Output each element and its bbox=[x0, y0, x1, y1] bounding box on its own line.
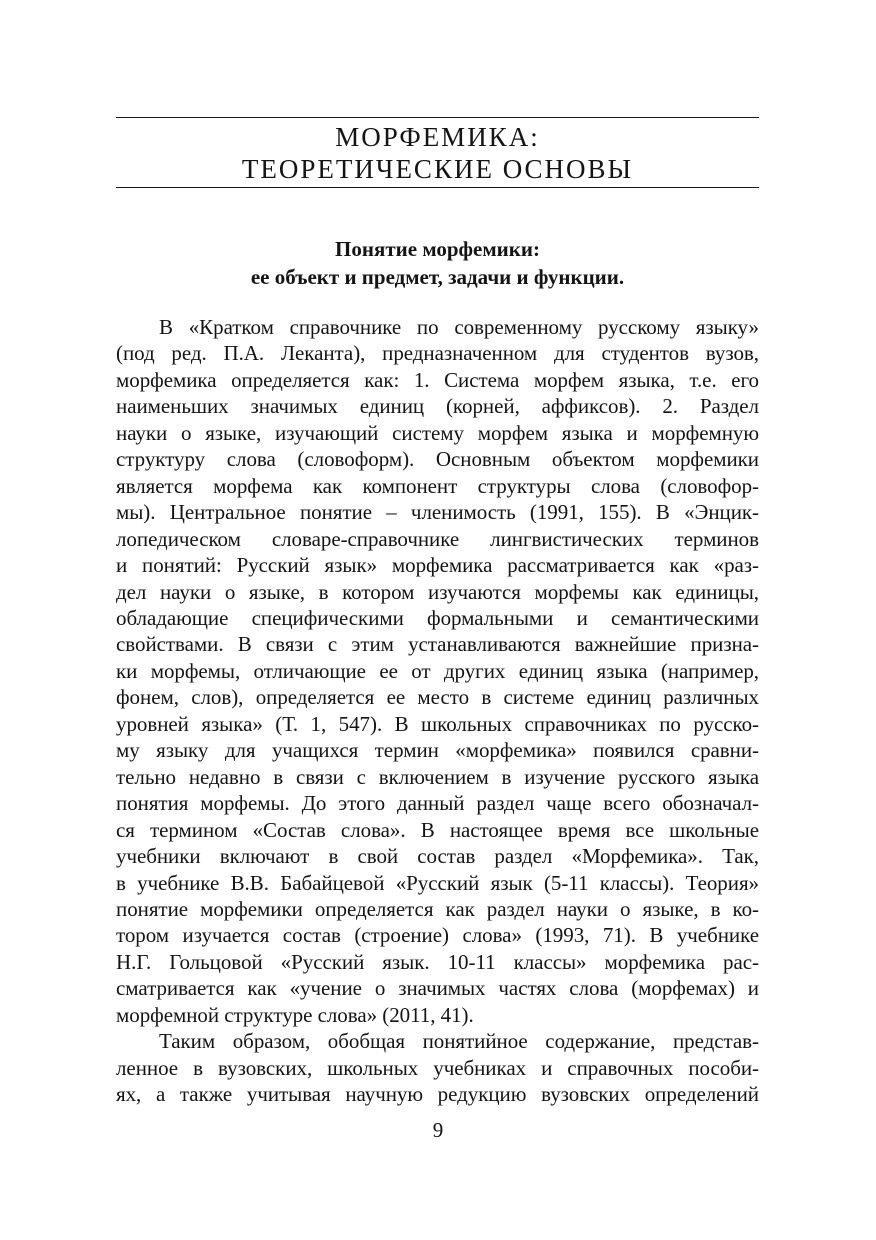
page-content bbox=[116, 117, 759, 1108]
body-line: обладающие специфическими формальными и семантическими bbox=[116, 605, 759, 630]
body-line: дел науки о языке, в котором изучаются морфемы как единицы, bbox=[116, 579, 759, 604]
body-line: В «Кратком справочнике по современному русскому языку» bbox=[159, 315, 759, 339]
body-line: ки морфемы, отличающие ее от других единиц языка (например, bbox=[116, 658, 759, 683]
body-line: морфемика определяется как: 1. Система морфем языка, т.е. его bbox=[116, 367, 759, 392]
body-line: уровней языка» (Т. 1, 547). В школьных справочниках по русско- bbox=[116, 711, 759, 736]
body-text bbox=[116, 314, 759, 1108]
body-line: и понятий: Русский язык» морфемика рассматривается как «раз- bbox=[116, 553, 759, 578]
body-line: свойствами. В связи с этим устанавливаются важнейшие призна- bbox=[116, 632, 759, 657]
section-heading-line-2: ее объект и предмет, задачи и функции. bbox=[250, 265, 625, 289]
body-line: фонем, слов), определяется ее место в системе единиц различных bbox=[116, 685, 759, 710]
body-line: лопедическом словаре-справочнике лингвистических терминов bbox=[116, 526, 759, 551]
section-heading bbox=[116, 235, 759, 291]
body-line: структуру слова (словоформ). Основным объектом морфемики bbox=[116, 447, 759, 472]
body-line: ленное в вузовских, школьных учебниках и справочных пособи- bbox=[116, 1055, 759, 1080]
body-line: в учебнике В.В. Бабайцевой «Русский язык (5-11 классы). Теория» bbox=[116, 870, 759, 895]
body-line: наименьших значимых единиц (корней, аффиксов). 2. Раздел bbox=[116, 394, 759, 419]
body-line: Н.Г. Гольцовой «Русский язык. 10-11 классы» морфемика рас- bbox=[116, 949, 759, 974]
body-line: тором изучается состав (строение) слова» (1993, 71). В учебнике bbox=[116, 923, 759, 948]
body-line: му языку для учащихся термин «морфемика» появился сравни- bbox=[116, 738, 759, 763]
body-line: учебники включают в свой состав раздел «Морфемика». Так, bbox=[116, 844, 759, 869]
body-line: понятие морфемики определяется как раздел науки о языке, в ко- bbox=[116, 896, 759, 921]
body-line: науки о языке, изучающий систему морфем языка и морфемную bbox=[116, 420, 759, 445]
chapter-title-line-1: МОРФЕМИКА: bbox=[335, 122, 540, 152]
body-line: морфемной структуре слова» (2011, 41). bbox=[116, 1002, 474, 1027]
body-line: мы). Центральное понятие – членимость (1991, 155). В «Энцик- bbox=[116, 500, 759, 525]
body-line: (под ред. П.А. Леканта), предназначенном для студентов вузов, bbox=[116, 341, 759, 366]
body-line: Таким образом, обобщая понятийное содержание, представ- bbox=[159, 1029, 759, 1054]
section-heading-line-1: Понятие морфемики: bbox=[335, 237, 540, 261]
chapter-bottom-rule bbox=[116, 187, 759, 188]
body-line: является морфема как компонент структуры слова (словофор- bbox=[116, 473, 759, 498]
body-line: сматривается как «учение о значимых частях слова (морфемах) и bbox=[116, 976, 759, 1001]
body-line: ся термином «Состав слова». В настоящее время все школьные bbox=[116, 817, 759, 842]
body-line: тельно недавно в связи с включением в изучение русского языка bbox=[116, 764, 759, 789]
body-line: ях, а также учитывая научную редукцию вузовских определений bbox=[116, 1082, 759, 1107]
page-number: 9 bbox=[432, 1118, 444, 1142]
body-line: понятия морфемы. До этого данный раздел чаще всего обозначал- bbox=[116, 791, 759, 816]
chapter-title bbox=[116, 118, 759, 187]
chapter-title-line-2: ТЕОРЕТИЧЕСКИЕ ОСНОВЫ bbox=[241, 154, 634, 184]
